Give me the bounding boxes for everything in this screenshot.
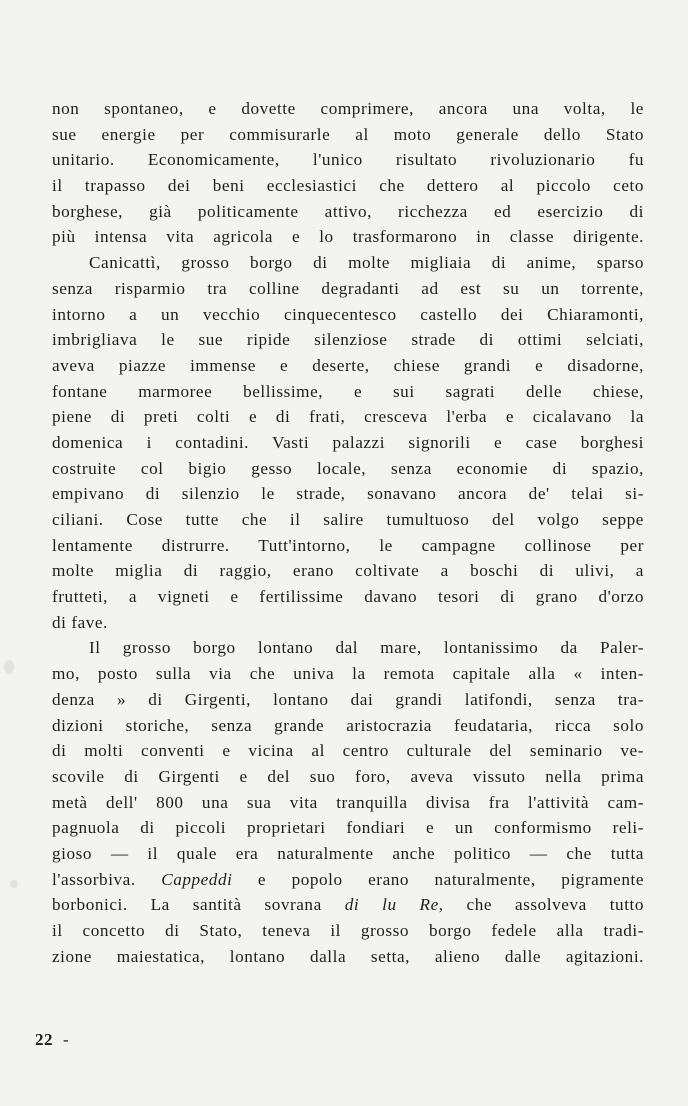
text-line: scovile di Girgenti e del suo foro, aveva vissuto nella prima (52, 766, 644, 786)
text-line: piene di preti colti e di frati, cresceva l'erba e cicalavano la (52, 407, 644, 427)
text-line: intorno a un vecchio cinquecentesco castello dei Chiaramonti, (52, 304, 644, 324)
text-line: costruite col bigio gesso locale, senza economie di spazio, (52, 458, 644, 478)
text-line: più intensa vita agricola e lo trasformarono in classe dirigente. (52, 227, 644, 247)
text-line: non spontaneo, e dovette comprimere, ancora una volta, le (52, 99, 644, 118)
text-line: dizioni storiche, senza grande aristocrazia feudataria, ricca solo (52, 715, 644, 735)
text-line: unitario. Economicamente, l'unico risultato rivoluzionario fu (52, 150, 644, 170)
text-line: l'assorbiva. Cappeddi e popolo erano naturalmente, pigramente (52, 869, 644, 889)
text-line: denza » di Girgenti, lontano dai grandi latifondi, senza tra- (52, 689, 644, 709)
text-line: Il grosso borgo lontano dal mare, lontanissimo da Paler- (89, 638, 644, 658)
paper-smudge (4, 660, 14, 674)
text-line: senza risparmio tra colline degradanti ad est su un torrente, (52, 278, 644, 298)
text-line: fontane marmoree bellissime, e sui sagrati delle chiese, (52, 381, 644, 401)
text-line: empivano di silenzio le strade, sonavano ancora de' telai si- (52, 484, 644, 504)
text-line: borbonici. La santità sovrana di lu Re, che assolveva tutto (52, 895, 644, 915)
text-line: mo, posto sulla via che univa la remota capitale alla « inten- (52, 664, 644, 684)
text-line: imbrigliava le sue ripide silenziose strade di ottimi selciati, (52, 330, 644, 350)
paper-smudge (10, 880, 18, 888)
text-line: il trapasso dei beni ecclesiastici che dettero al piccolo ceto (52, 176, 644, 196)
text-line: lentamente distrurre. Tutt'intorno, le campagne collinose per (52, 535, 644, 555)
text-line: aveva piazze immense e deserte, chiese grandi e disadorne, (52, 355, 644, 375)
page-number (35, 1030, 69, 1050)
text-line: sue energie per commisurarle al moto generale dello Stato (52, 124, 644, 144)
text-line: di fave. (52, 612, 108, 632)
page-number-value: 22 (35, 1030, 53, 1049)
text-line: di molti conventi e vicina al centro culturale del seminario ve- (52, 741, 644, 761)
text-line: pagnuola di piccoli proprietari fondiari e un conformismo reli- (52, 818, 644, 838)
text-line: Canicattì, grosso borgo di molte migliaia di anime, sparso (89, 253, 644, 273)
text-line: il concetto di Stato, teneva il grosso borgo fedele alla tradi- (52, 921, 644, 940)
text-line: domenica i contadini. Vasti palazzi signorili e case borghesi (52, 432, 644, 452)
text-line: molte miglia di raggio, erano coltivate a boschi di ulivi, a (52, 561, 644, 581)
text-line: zione maiestatica, lontano dalla setta, alieno dalle agitazioni. (52, 946, 644, 966)
text-line: ciliani. Cose tutte che il salire tumultuoso del volgo seppe (52, 510, 644, 529)
text-line: gioso — il quale era naturalmente anche politico — che tutta (52, 843, 644, 863)
text-line: metà dell' 800 una sua vita tranquilla divisa fra l'attività cam- (52, 792, 644, 812)
text-line: frutteti, a vigneti e fertilissime davano tesori di grano d'orzo (52, 587, 644, 607)
page-number-mark: - (63, 1030, 70, 1049)
text-line: borghese, già politicamente attivo, ricchezza ed esercizio di (52, 201, 644, 221)
body-text (52, 96, 644, 969)
